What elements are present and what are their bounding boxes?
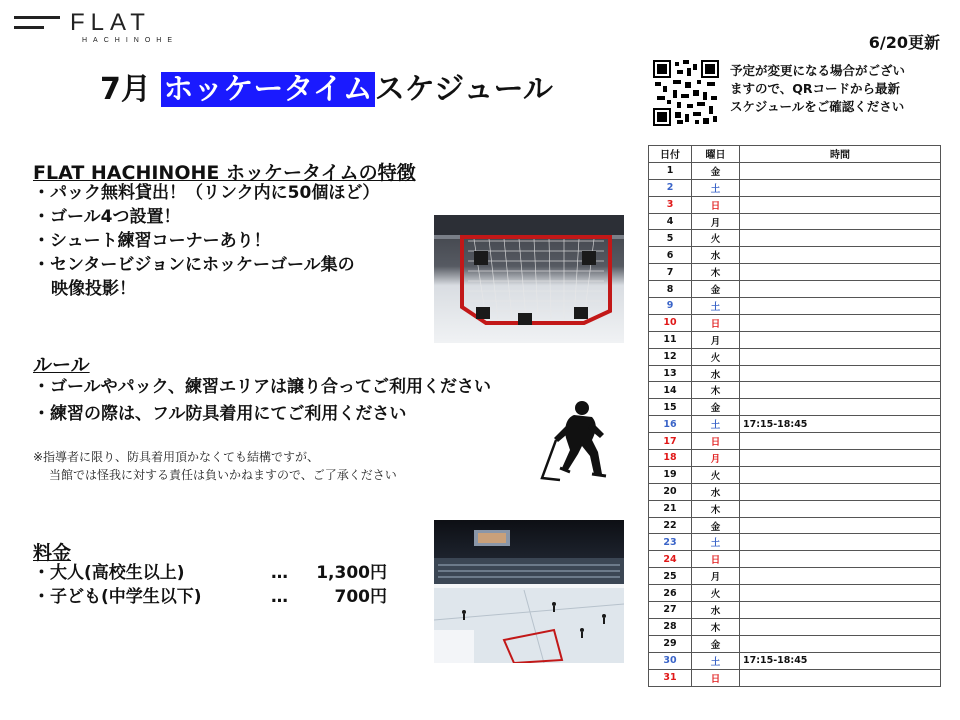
qr-note-line: 予定が変更になる場合がござい — [730, 63, 906, 78]
schedule-time — [740, 500, 941, 517]
schedule-time — [740, 382, 941, 399]
schedule-time — [740, 483, 941, 500]
schedule-time — [740, 551, 941, 568]
schedule-time — [740, 399, 941, 416]
schedule-date: 15 — [649, 399, 692, 416]
rule-item: ・練習の際は、フル防具着用にてご利用ください — [33, 404, 407, 424]
schedule-row — [649, 652, 941, 669]
title-month: 7月 — [100, 72, 162, 107]
schedule-date: 4 — [649, 213, 692, 230]
schedule-weekday: 土 — [692, 652, 740, 669]
rules-heading: ルール — [33, 354, 90, 376]
feature-item: ・センタービジョンにホッケーゴール集の — [33, 255, 355, 275]
schedule-date: 29 — [649, 635, 692, 652]
schedule-row — [649, 433, 941, 450]
schedule-weekday: 水 — [692, 247, 740, 264]
schedule-date: 6 — [649, 247, 692, 264]
schedule-date: 1 — [649, 162, 692, 179]
fee-heading: 料金 — [33, 542, 72, 564]
schedule-time — [740, 669, 941, 686]
schedule-row — [649, 635, 941, 652]
schedule-header-row — [649, 146, 941, 163]
ice-arena-photo — [434, 520, 624, 663]
schedule-time — [740, 196, 941, 213]
schedule-time — [740, 348, 941, 365]
hockey-player-icon — [538, 398, 628, 488]
fee-amount: 700円 — [334, 587, 387, 607]
schedule-time — [740, 517, 941, 534]
flat-logo — [14, 10, 214, 46]
schedule-time — [740, 602, 941, 619]
schedule-weekday: 火 — [692, 348, 740, 365]
fee-label: ・大人(高校生以上) — [33, 563, 185, 583]
schedule-row — [649, 517, 941, 534]
schedule-date: 27 — [649, 602, 692, 619]
schedule-date: 30 — [649, 652, 692, 669]
schedule-date: 17 — [649, 433, 692, 450]
schedule-weekday: 木 — [692, 618, 740, 635]
schedule-date: 23 — [649, 534, 692, 551]
schedule-row — [649, 281, 941, 298]
schedule-weekday: 土 — [692, 534, 740, 551]
logo-word: FLAT — [70, 9, 151, 36]
schedule-weekday: 月 — [692, 450, 740, 467]
logo-mark-icon — [14, 16, 60, 32]
schedule-time — [740, 230, 941, 247]
schedule-row — [649, 179, 941, 196]
schedule-row — [649, 416, 941, 433]
schedule-weekday: 土 — [692, 179, 740, 196]
schedule-time — [740, 298, 941, 315]
schedule-row — [649, 551, 941, 568]
logo-subtitle: HACHINOHE — [82, 37, 179, 44]
schedule-time — [740, 433, 941, 450]
schedule-row — [649, 213, 941, 230]
schedule-date: 19 — [649, 466, 692, 483]
schedule-weekday: 月 — [692, 331, 740, 348]
schedule-date: 21 — [649, 500, 692, 517]
schedule-time: 17:15-18:45 — [740, 416, 941, 433]
fee-label: ・子ども(中学生以下) — [33, 587, 202, 607]
features-heading: FLAT HACHINOHE ホッケータイムの特徴 — [33, 162, 416, 184]
title-highlight: ホッケータイム — [163, 72, 373, 107]
header-weekday: 曜日 — [692, 146, 740, 163]
schedule-weekday: 日 — [692, 314, 740, 331]
schedule-date: 11 — [649, 331, 692, 348]
schedule-row — [649, 568, 941, 585]
schedule-date: 5 — [649, 230, 692, 247]
schedule-date: 20 — [649, 483, 692, 500]
schedule-time — [740, 450, 941, 467]
schedule-time — [740, 635, 941, 652]
hockey-goal-photo — [434, 215, 624, 343]
schedule-weekday: 月 — [692, 568, 740, 585]
schedule-weekday: 金 — [692, 162, 740, 179]
features-list — [33, 181, 379, 301]
feature-item-continuation: 映像投影！ — [51, 279, 136, 299]
schedule-time — [740, 281, 941, 298]
schedule-weekday: 水 — [692, 365, 740, 382]
schedule-date: 12 — [649, 348, 692, 365]
schedule-body — [649, 162, 941, 686]
header-time: 時間 — [740, 146, 941, 163]
schedule-time — [740, 618, 941, 635]
schedule-row — [649, 382, 941, 399]
fee-leader: … — [271, 563, 288, 583]
qr-note — [730, 62, 950, 116]
schedule-time — [740, 568, 941, 585]
schedule-time — [740, 365, 941, 382]
update-date: 6/20更新 — [868, 33, 940, 52]
schedule-time — [740, 179, 941, 196]
schedule-row — [649, 314, 941, 331]
schedule-date: 16 — [649, 416, 692, 433]
schedule-weekday: 火 — [692, 230, 740, 247]
schedule-row — [649, 602, 941, 619]
qr-note-line: ますので、QRコードから最新 — [730, 81, 901, 96]
fee-leader: … — [271, 587, 288, 607]
schedule-row — [649, 399, 941, 416]
schedule-table — [648, 145, 941, 687]
qr-code-icon[interactable] — [653, 60, 719, 126]
schedule-date: 14 — [649, 382, 692, 399]
schedule-date: 26 — [649, 585, 692, 602]
fee-amount: 1,300円 — [316, 563, 387, 583]
schedule-date: 24 — [649, 551, 692, 568]
schedule-weekday: 火 — [692, 466, 740, 483]
schedule-weekday: 木 — [692, 382, 740, 399]
schedule-weekday: 日 — [692, 551, 740, 568]
schedule-row — [649, 298, 941, 315]
feature-item: ・パック無料貸出！（リンク内に50個ほど） — [33, 183, 380, 203]
schedule-date: 10 — [649, 314, 692, 331]
schedule-weekday: 金 — [692, 399, 740, 416]
schedule-time — [740, 585, 941, 602]
schedule-row — [649, 483, 941, 500]
note-line: 当館では怪我に対する責任は負いかねますので、ご了承ください — [49, 468, 397, 482]
schedule-time — [740, 466, 941, 483]
schedule-weekday: 日 — [692, 433, 740, 450]
schedule-date: 22 — [649, 517, 692, 534]
schedule-date: 9 — [649, 298, 692, 315]
schedule-weekday: 火 — [692, 585, 740, 602]
schedule-row — [649, 230, 941, 247]
schedule-weekday: 月 — [692, 213, 740, 230]
schedule-weekday: 水 — [692, 602, 740, 619]
schedule-row — [649, 466, 941, 483]
schedule-weekday: 金 — [692, 517, 740, 534]
disclaimer-note — [33, 448, 397, 484]
schedule-row — [649, 618, 941, 635]
schedule-date: 18 — [649, 450, 692, 467]
page-title — [100, 70, 553, 110]
schedule-time — [740, 331, 941, 348]
note-line: ※指導者に限り、防具着用頂かなくても結構ですが、 — [33, 450, 320, 464]
schedule-row — [649, 331, 941, 348]
schedule-time: 17:15-18:45 — [740, 652, 941, 669]
schedule-date: 3 — [649, 196, 692, 213]
schedule-row — [649, 450, 941, 467]
schedule-weekday: 水 — [692, 483, 740, 500]
schedule-weekday: 土 — [692, 416, 740, 433]
schedule-date: 7 — [649, 264, 692, 281]
schedule-weekday: 金 — [692, 281, 740, 298]
schedule-date: 31 — [649, 669, 692, 686]
schedule-date: 8 — [649, 281, 692, 298]
feature-item: ・シュート練習コーナーあり！ — [33, 231, 271, 251]
schedule-row — [649, 196, 941, 213]
schedule-row — [649, 247, 941, 264]
schedule-weekday: 金 — [692, 635, 740, 652]
schedule-date: 2 — [649, 179, 692, 196]
schedule-weekday: 日 — [692, 196, 740, 213]
schedule-row — [649, 365, 941, 382]
schedule-date: 13 — [649, 365, 692, 382]
schedule-row — [649, 585, 941, 602]
rule-item: ・ゴールやパック、練習エリアは譲り合ってご利用ください — [33, 377, 491, 397]
schedule-time — [740, 314, 941, 331]
header-date: 日付 — [649, 146, 692, 163]
schedule-date: 25 — [649, 568, 692, 585]
schedule-row — [649, 162, 941, 179]
schedule-weekday: 日 — [692, 669, 740, 686]
schedule-time — [740, 534, 941, 551]
schedule-weekday: 土 — [692, 298, 740, 315]
schedule-row — [649, 669, 941, 686]
schedule-row — [649, 348, 941, 365]
qr-note-line: スケジュールをご確認ください — [730, 99, 905, 114]
schedule-row — [649, 500, 941, 517]
schedule-date: 28 — [649, 618, 692, 635]
schedule-time — [740, 264, 941, 281]
schedule-time — [740, 213, 941, 230]
schedule-row — [649, 534, 941, 551]
schedule-row — [649, 264, 941, 281]
schedule-weekday: 木 — [692, 264, 740, 281]
rules-list — [33, 374, 491, 428]
feature-item: ・ゴール4つ設置！ — [33, 207, 181, 227]
schedule-time — [740, 247, 941, 264]
schedule-time — [740, 162, 941, 179]
title-suffix: スケジュール — [374, 72, 553, 107]
schedule-weekday: 木 — [692, 500, 740, 517]
